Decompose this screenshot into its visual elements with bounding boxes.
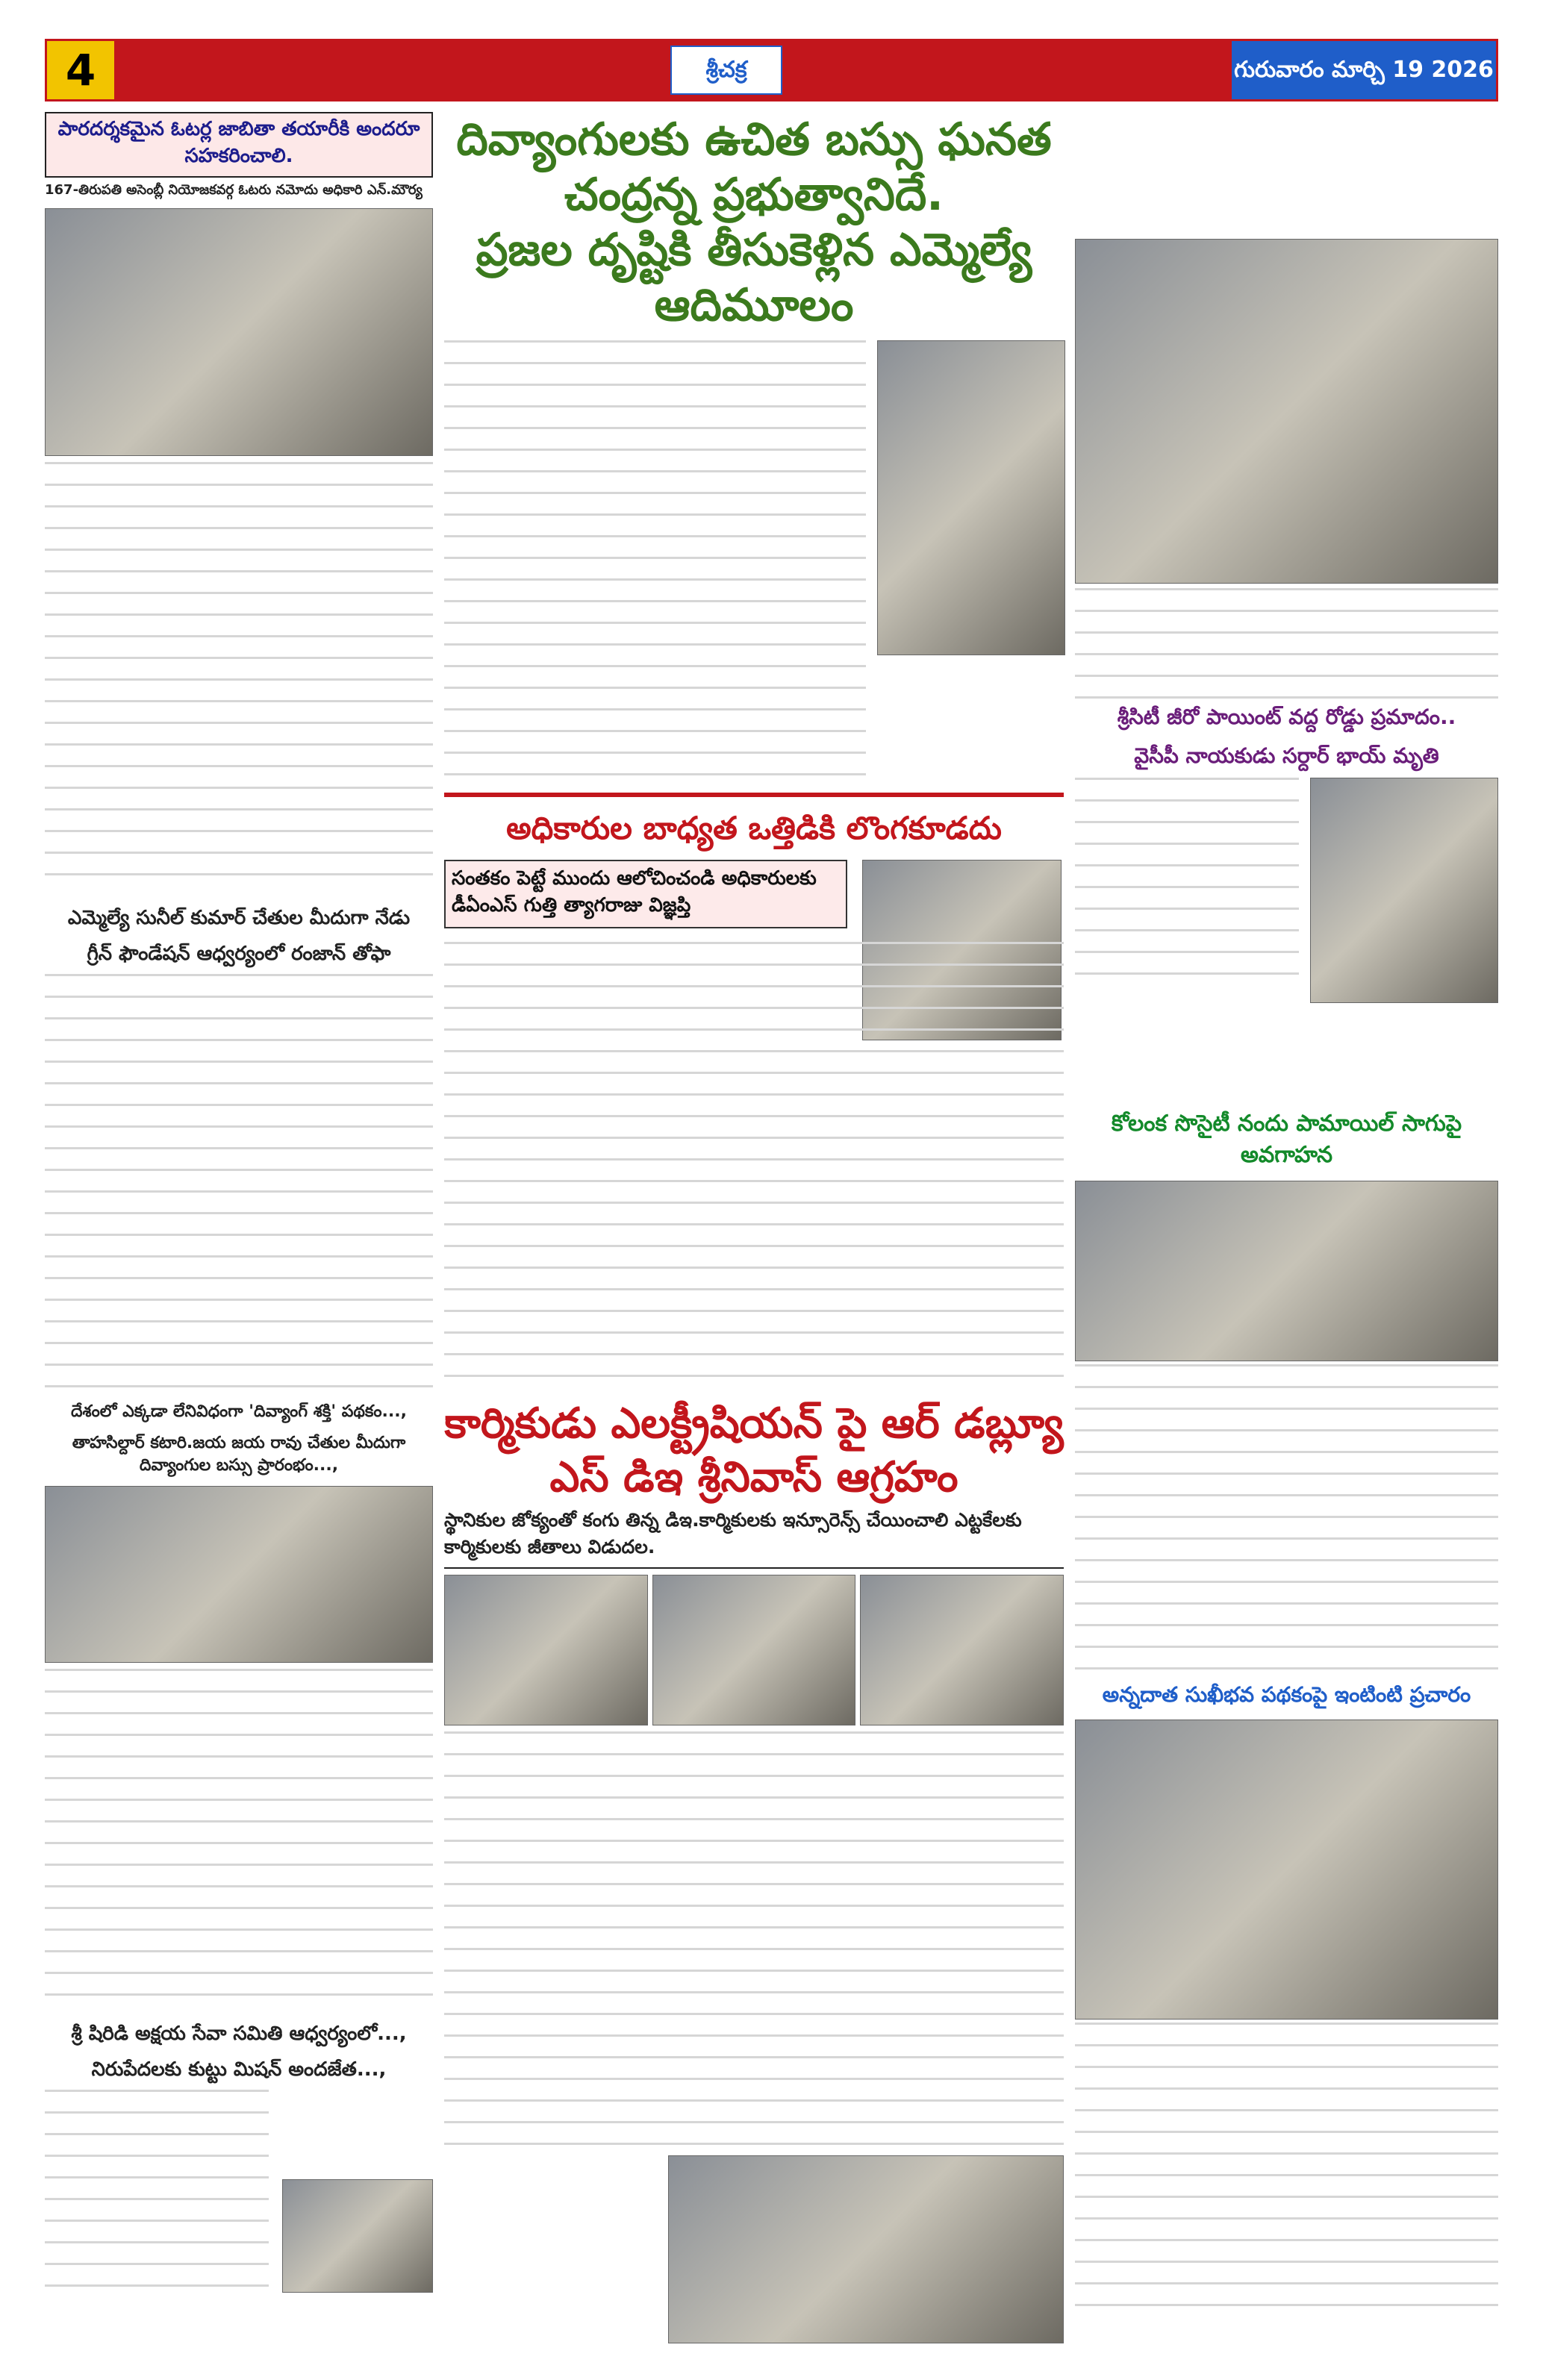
story3-headline-2: ఎస్ డిఇ శ్రీనివాస్ ఆగ్రహం [549,1453,958,1502]
story1-body [45,462,433,895]
story2-quote: సంతకం పెట్టే ముందు ఆలోచించండి అధికారులకు డీఏంఎస్ గుత్తి త్యాగరాజు విజ్ఞప్తి [444,860,847,928]
story2-headline-2: గ్రీన్ ఫౌండేషన్ ఆధ్వర్యంలో రంజాన్ తోఫా [87,943,391,965]
story4-headline-1: శ్రీ షిరిడి అక్షయ సేవా సమితి ఆధ్వర్యంలో..., [71,2023,407,2045]
story3-body [444,1731,1064,2149]
story1-headline: పారదర్శకమైన ఓటర్ల జాబితా తయారీకి అందరూ సహకరించాలి. [45,112,433,178]
story2-headline-2: వైసీపీ నాయకుడు సర్దార్ భాయ్ మృతి [1134,743,1439,768]
lead-body [444,340,866,788]
lead-photo-1 [877,340,1065,655]
story2-headline-1: ఎమ్మెల్యే సునీల్ కుమార్ చేతుల మీదుగా నేడు [67,907,411,929]
story2-headline-1: శ్రీసిటీ జీరో పాయింట్ వద్ద రోడ్డు ప్రమాదం.. [1117,705,1456,729]
story3-photo-3 [860,1575,1064,1725]
story4-headline-2: నిరుపేదలకు కుట్టు మిషన్ అందజేత..., [91,2058,387,2081]
story3-photo-1 [444,1575,648,1725]
date-line: గురువారం మార్చి 19 2026 [1232,41,1496,99]
column-right [1075,112,1498,2314]
story3-headline-1: దేశంలో ఎక్కడా లేనివిధంగా 'దివ్యాంగ్ శక్తి' పథకం..., [70,1402,407,1421]
story3-photo-2 [652,1575,856,1725]
column-left [45,112,433,2306]
lead-headline-1: దివ్యాంగులకు ఉచిత బస్సు ఘనత చంద్రన్న ప్రభుత్వానిదే. [456,113,1052,221]
story3-photo-4 [668,2155,1064,2343]
story4-photo [282,2179,433,2293]
masthead [45,39,1498,101]
story3-headline-2: తాహసిల్దార్ కటారి.జయ జయ రావు చేతుల మీదుగా దివ్యాంగుల బస్సు ప్రారంభం..., [72,1434,406,1475]
newspaper-logo: శ్రీచక్ర [670,46,782,95]
column-center [444,112,1064,2343]
story2-body [1075,778,1299,994]
story3-photo [1075,1181,1498,1361]
story1-body [1075,588,1498,700]
story3-body [1075,1364,1498,1678]
story2-headline: అధికారుల బాధ్యత ఒత్తిడికి లొంగకూడదు [506,810,1002,846]
story4-body [1075,2023,1498,2314]
story1-subhead: 167-తిరుపతి అసెంబ్లీ నియోజకవర్గ ఓటరు నమోదు అధికారి ఎన్.మౌర్య [45,182,423,198]
story3-headline: కోలంక సొసైటీ నందు పామాయిల్ సాగుపై అవగాహన [1111,1111,1462,1168]
story1-photo [45,208,433,456]
story4-body [45,2090,269,2306]
story3-photo [45,1486,433,1663]
story2-photo [1310,778,1498,1003]
page-number: 4 [47,41,114,99]
story2-body [45,974,433,1392]
story4-headline: అన్నదాత సుఖీభవ పథకంపై ఇంటింటి ప్రచారం [1102,1682,1471,1707]
lead-headline-2: ప్రజల దృష్టికి తీసుకెళ్లిన ఎమ్మెల్యే ఆదిమూలం [476,224,1032,331]
story3-body [45,1669,433,2012]
story4-photo [1075,1720,1498,2020]
story2-body [444,942,1064,1390]
story3-subhead: స్థానికుల జోక్యంతో కంగు తిన్న డిఇ.కార్మికులకు ఇన్సూరెన్స్ చేయించాలి ఎట్టకేలకు కార్మికులకు జీతాలు విడుదల. [444,1505,1064,1569]
story3-headline-1: కార్మికుడు ఎలక్ట్రీషియన్ పై ఆర్ డబ్ల్యూ [444,1399,1064,1448]
story1-photo [1075,239,1498,584]
